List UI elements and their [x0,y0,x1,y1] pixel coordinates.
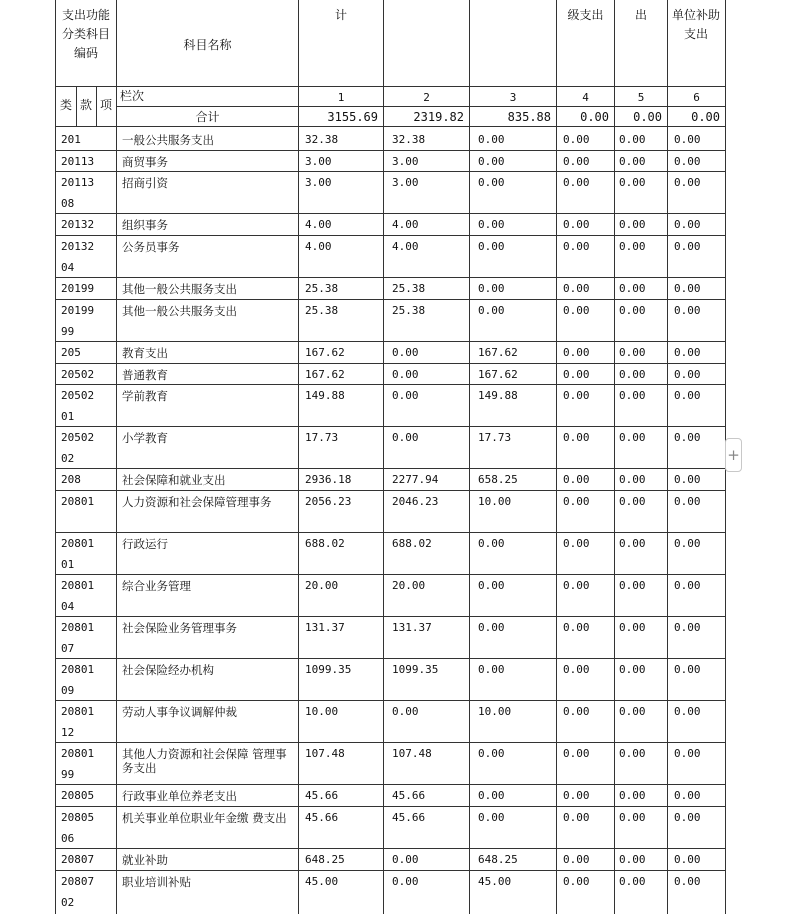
subsidy-column-title: 单位补助支出 [671,8,720,41]
table-row-c4: 0.00 [563,875,590,888]
table-row-code: 2080506 [61,811,95,845]
row-divider [56,742,725,743]
table-row-c6: 0.00 [674,133,701,146]
table-row-c6: 0.00 [674,431,701,444]
table-row-c5: 0.00 [619,473,646,486]
code-column-title: 支出功能分类科目编码 [61,8,110,60]
table-row-c4: 0.00 [563,705,590,718]
table-row-c2: 0.00 [392,389,419,402]
row-divider [56,150,725,151]
header-line-2 [116,106,725,107]
table-row-name: 职业培训补贴 [122,875,191,889]
level-column-title: 级支出 [567,8,604,22]
table-row-c4: 0.00 [563,389,590,402]
table-row-c2: 131.37 [392,621,432,634]
table-row-name: 就业补助 [122,853,168,867]
table-row-c2: 0.00 [392,346,419,359]
table-row-c6: 0.00 [674,663,701,676]
table-row-c6: 0.00 [674,705,701,718]
total-c2: 2319.82 [413,110,464,124]
table-row-code: 20132 [61,218,95,231]
table-row-c3: 0.00 [478,537,505,550]
col-number-4: 4 [582,91,589,104]
table-row-c3: 0.00 [478,789,505,802]
table-row-c4: 0.00 [563,133,590,146]
table-row-c5: 0.00 [619,853,646,866]
table-row-c1: 45.66 [305,789,339,802]
col-line-c2 [469,0,470,914]
col-line-c3 [556,0,557,914]
table-row-c1: 3.00 [305,176,332,189]
table-row-c3: 45.00 [478,875,512,888]
table-row-name: 社会保险经办机构 [122,663,214,677]
table-row-name: 小学教育 [122,431,168,445]
total-c3: 835.88 [507,110,551,124]
table-row-c5: 0.00 [619,218,646,231]
row-divider [56,341,725,342]
table-row-c1: 32.38 [305,133,339,146]
table-row-c6: 0.00 [674,155,701,168]
table-row-c3: 0.00 [478,133,505,146]
table-row-c3: 0.00 [478,811,505,824]
table-row-c4: 0.00 [563,579,590,592]
total-c5: 0.00 [633,110,662,124]
total-c4: 0.00 [580,110,609,124]
row-divider [56,213,725,214]
table-row-c3: 149.88 [478,389,518,402]
row-divider [56,532,725,533]
table-row-c5: 0.00 [619,495,646,508]
table-row-code: 2080109 [61,663,95,697]
table-row-c1: 648.25 [305,853,345,866]
col-number-5: 5 [637,91,645,104]
table-row-c4: 0.00 [563,346,590,359]
table-row-code: 2050202 [61,431,95,465]
table-row-c3: 10.00 [478,495,512,508]
col-number-1: 1 [337,91,345,104]
row-divider [56,700,725,701]
expand-panel-button[interactable]: + [725,438,742,472]
col-line-name [298,0,299,914]
table-row-c1: 20.00 [305,579,339,592]
table-row-c3: 0.00 [478,579,505,592]
table-row-c3: 0.00 [478,747,505,760]
row-divider [56,384,725,385]
table-row-c1: 3.00 [305,155,332,168]
table-row-code: 20199 [61,282,95,295]
table-row-c5: 0.00 [619,133,646,146]
table-row-c2: 0.00 [392,431,419,444]
table-row-c6: 0.00 [674,537,701,550]
total-c1: 3155.69 [327,110,378,124]
table-row-name: 学前教育 [122,389,168,403]
row-divider [56,806,725,807]
table-row-c5: 0.00 [619,304,646,317]
table-row-c2: 32.38 [392,133,426,146]
table-row-c3: 0.00 [478,218,505,231]
table-row-c1: 17.73 [305,431,339,444]
row-divider [56,848,725,849]
sub-label-lei: 类 [59,98,72,112]
row-divider [56,363,725,364]
table-row-code: 2050201 [61,389,95,423]
table-row-c5: 0.00 [619,875,646,888]
table-row-c6: 0.00 [674,579,701,592]
table-row-c2: 3.00 [392,155,419,168]
table-row-c2: 2277.94 [392,473,439,486]
row-divider [56,171,725,172]
table-row-code: 20113 [61,155,95,168]
table-row-c6: 0.00 [674,240,701,253]
row-divider [56,277,725,278]
table-row-c6: 0.00 [674,747,701,760]
table-row-name: 公务员事务 [122,240,180,254]
table-row-c2: 3.00 [392,176,419,189]
row-divider [56,490,725,491]
table-row-c1: 25.38 [305,304,339,317]
table-row-name: 普通教育 [122,368,168,382]
table-row-c2: 4.00 [392,218,419,231]
table-row-name: 组织事务 [122,218,168,232]
table-row-c3: 0.00 [478,304,505,317]
table-row-c3: 658.25 [478,473,518,486]
table-row-c6: 0.00 [674,176,701,189]
table-row-c5: 0.00 [619,621,646,634]
table-row-c2: 2046.23 [392,495,439,508]
table-row-c1: 4.00 [305,218,332,231]
table-row-c1: 45.66 [305,811,339,824]
table-row-c6: 0.00 [674,495,701,508]
table-row-c4: 0.00 [563,473,590,486]
table-row-c2: 45.66 [392,811,426,824]
table-row-name: 一般公共服务支出 [122,133,214,147]
table-row-c6: 0.00 [674,389,701,402]
table-row-c5: 0.00 [619,346,646,359]
table-row-c1: 688.02 [305,537,345,550]
table-row-code: 2080101 [61,537,95,571]
table-row-c3: 0.00 [478,282,505,295]
table-row-c1: 149.88 [305,389,345,402]
table-row-c3: 648.25 [478,853,518,866]
table-row-code: 201 [61,133,81,146]
table-row-code: 20801 [61,495,95,508]
table-row-name: 其他一般公共服务支出 [122,304,237,318]
table-row-c1: 2056.23 [305,495,352,508]
table-row-c4: 0.00 [563,663,590,676]
table-row-c3: 0.00 [478,176,505,189]
table-row-c2: 0.00 [392,368,419,381]
table-row-code: 2080112 [61,705,95,739]
table-row-name: 其他人力资源和社会保障 管理事务支出 [122,747,287,775]
table-row-c3: 167.62 [478,346,518,359]
table-row-name: 其他一般公共服务支出 [122,282,237,296]
total-c6: 0.00 [691,110,720,124]
table-row-c4: 0.00 [563,621,590,634]
table-row-c5: 0.00 [619,240,646,253]
row-divider [56,299,725,300]
table-row-c2: 0.00 [392,853,419,866]
total-column-title: 计 [334,8,347,22]
row-divider [56,426,725,427]
table-row-c1: 167.62 [305,368,345,381]
table-row-c6: 0.00 [674,621,701,634]
col-line-code [116,0,117,914]
table-row-c5: 0.00 [619,537,646,550]
table-row-name: 行政运行 [122,537,168,551]
table-row-c6: 0.00 [674,473,701,486]
table-row-code: 20502 [61,368,95,381]
table-row-c6: 0.00 [674,875,701,888]
table-row-code: 2080199 [61,747,95,781]
total-row-label: 合计 [195,110,220,124]
lanci-label: 栏次 [120,89,145,103]
table-row-c1: 167.62 [305,346,345,359]
row-divider [56,870,725,871]
table-row-c1: 131.37 [305,621,345,634]
col-number-3: 3 [509,91,517,104]
table-row-name: 社会保险业务管理事务 [122,621,237,635]
table-row-c6: 0.00 [674,282,701,295]
table-row-c5: 0.00 [619,579,646,592]
budget-table [55,0,726,914]
table-row-c2: 20.00 [392,579,426,592]
table-row-c1: 4.00 [305,240,332,253]
table-row-name: 商贸事务 [122,155,168,169]
table-row-c4: 0.00 [563,747,590,760]
table-row-c5: 0.00 [619,663,646,676]
table-row-code: 20805 [61,789,95,802]
table-row-c4: 0.00 [563,176,590,189]
table-row-c4: 0.00 [563,240,590,253]
sub-label-kuan: 款 [79,98,92,112]
table-row-c6: 0.00 [674,853,701,866]
table-row-code: 2080104 [61,579,95,613]
table-row-c3: 0.00 [478,621,505,634]
table-row-c4: 0.00 [563,282,590,295]
table-row-c4: 0.00 [563,537,590,550]
table-row-c5: 0.00 [619,176,646,189]
table-row-c6: 0.00 [674,811,701,824]
table-row-c4: 0.00 [563,155,590,168]
table-row-c5: 0.00 [619,789,646,802]
table-row-name: 社会保障和就业支出 [122,473,226,487]
table-row-c6: 0.00 [674,789,701,802]
table-row-c5: 0.00 [619,705,646,718]
row-divider [56,616,725,617]
name-column-title: 科目名称 [183,38,232,52]
table-row-c5: 0.00 [619,282,646,295]
table-row-c4: 0.00 [563,368,590,381]
row-divider [56,574,725,575]
col-number-2: 2 [423,91,430,104]
col-line-c1 [383,0,384,914]
table-row-name: 行政事业单位养老支出 [122,789,237,803]
table-row-c4: 0.00 [563,495,590,508]
table-row-c3: 0.00 [478,240,505,253]
table-row-name: 机关事业单位职业年金缴 费支出 [122,811,287,825]
table-row-name: 教育支出 [122,346,168,360]
col-line-c4 [614,0,615,914]
table-row-c1: 45.00 [305,875,339,888]
table-row-c2: 0.00 [392,875,419,888]
table-row-code: 2013204 [61,240,95,274]
table-row-c2: 1099.35 [392,663,439,676]
table-row-c5: 0.00 [619,431,646,444]
table-row-code: 208 [61,473,81,486]
table-row-c4: 0.00 [563,853,590,866]
table-row-c5: 0.00 [619,155,646,168]
table-row-code: 20807 [61,853,95,866]
table-row-c4: 0.00 [563,218,590,231]
table-row-c3: 167.62 [478,368,518,381]
header-line-1 [56,86,725,87]
table-row-c4: 0.00 [563,789,590,802]
table-row-c3: 0.00 [478,155,505,168]
table-row-code: 2019999 [61,304,95,338]
table-row-name: 综合业务管理 [122,579,191,593]
table-row-c6: 0.00 [674,368,701,381]
table-row-c5: 0.00 [619,368,646,381]
row-divider [56,784,725,785]
table-row-c4: 0.00 [563,811,590,824]
table-row-name: 劳动人事争议调解仲裁 [122,705,237,719]
table-row-c2: 0.00 [392,705,419,718]
table-row-c4: 0.00 [563,431,590,444]
table-row-c6: 0.00 [674,218,701,231]
table-row-c1: 1099.35 [305,663,352,676]
out-column-title: 出 [634,8,647,22]
table-row-c1: 2936.18 [305,473,352,486]
row-divider [56,235,725,236]
table-row-c2: 25.38 [392,304,426,317]
table-row-c2: 4.00 [392,240,419,253]
table-row-code: 2080107 [61,621,95,655]
table-row-c3: 17.73 [478,431,512,444]
table-row-name: 人力资源和社会保障管理事务 [122,495,272,509]
col-line-c5 [667,0,668,914]
table-row-c2: 688.02 [392,537,432,550]
table-row-name: 招商引资 [122,176,168,190]
table-row-code: 205 [61,346,81,359]
table-row-c5: 0.00 [619,389,646,402]
sub-label-xiang: 项 [99,98,112,112]
table-row-code: 2080702 [61,875,95,909]
table-row-c3: 0.00 [478,663,505,676]
table-row-code: 2011308 [61,176,95,210]
table-row-c6: 0.00 [674,304,701,317]
table-row-c1: 25.38 [305,282,339,295]
table-row-c2: 25.38 [392,282,426,295]
table-row-c2: 107.48 [392,747,432,760]
table-row-c1: 107.48 [305,747,345,760]
row-divider [56,658,725,659]
table-row-c6: 0.00 [674,346,701,359]
table-row-c4: 0.00 [563,304,590,317]
col-number-6: 6 [693,91,700,104]
row-divider [56,468,725,469]
table-row-c5: 0.00 [619,811,646,824]
table-row-c2: 45.66 [392,789,426,802]
table-row-c1: 10.00 [305,705,339,718]
table-row-c3: 10.00 [478,705,512,718]
table-row-c5: 0.00 [619,747,646,760]
